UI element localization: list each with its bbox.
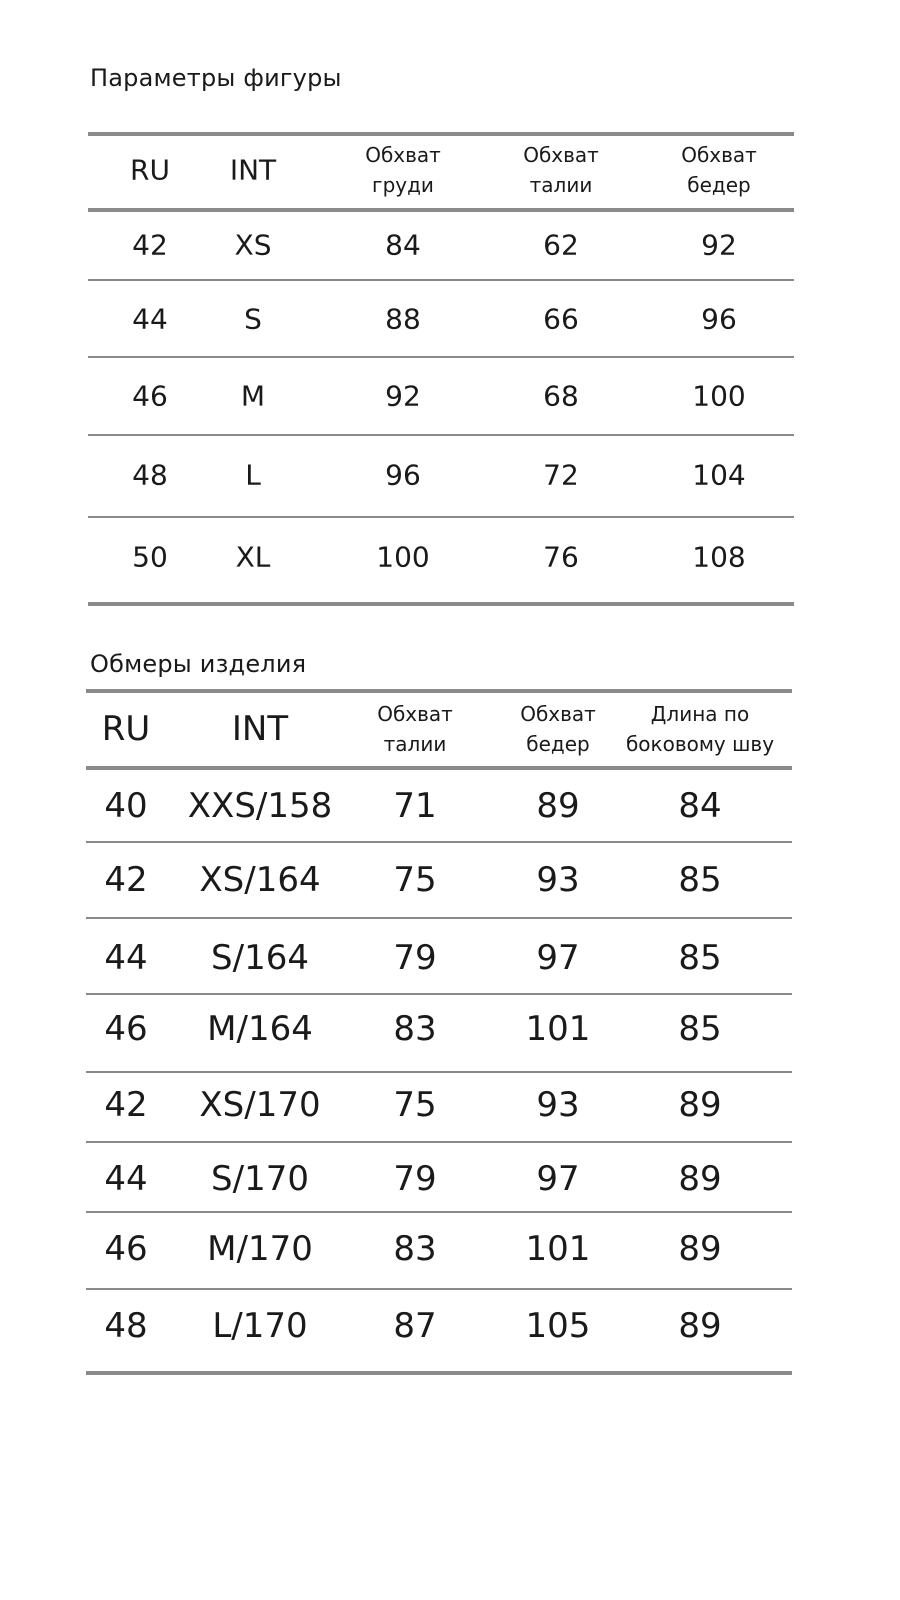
column-header-line: Обхват [681,143,757,167]
column-header-line: RU [130,153,170,187]
table-cell: S/170 [211,1159,309,1199]
table-cell: 96 [385,458,421,492]
table-cell: 100 [692,379,746,413]
row-divider [86,841,792,843]
table-cell: 50 [132,540,168,574]
table-cell: L [245,458,261,492]
table-cell: 62 [543,228,579,262]
row-divider [86,1211,792,1213]
column-header-line: бедер [526,732,590,756]
table-cell: 40 [104,786,148,826]
table-cell: XS [234,228,272,262]
table-cell: 101 [525,1009,591,1049]
table-cell: 100 [376,540,430,574]
column-header-line: Обхват [523,143,599,167]
table-cell: 79 [393,938,437,978]
table-cell: M [240,379,266,413]
table-cell: 71 [393,786,437,826]
table-cell: 97 [536,938,580,978]
table-cell: 83 [393,1009,437,1049]
table-cell: 72 [543,458,579,492]
table-cell: M/164 [207,1009,313,1049]
table-cell: 84 [678,786,722,826]
table-cell: 75 [393,1085,437,1125]
table-cell: 83 [393,1229,437,1269]
table-cell: 108 [692,540,746,574]
garment-measurements-title: Обмеры изделия [90,650,307,678]
table-cell: 46 [104,1009,148,1049]
table-cell: 87 [393,1306,437,1346]
table-cell: 66 [543,302,579,336]
table-cell: L/170 [212,1306,308,1346]
table-cell: 46 [132,379,168,413]
column-header-line: RU [101,709,151,749]
column-header [520,699,596,759]
body-params-title: Параметры фигуры [90,64,342,92]
table-cell: XS/164 [199,860,321,900]
table-cell: S [244,302,262,336]
table-cell: 68 [543,379,579,413]
column-header-line: груди [372,173,434,197]
row-divider [88,434,794,436]
table-cell: 76 [543,540,579,574]
column-header [681,140,757,200]
column-header [232,709,288,749]
column-header-line: Обхват [377,702,453,726]
column-header-line: INT [231,709,289,749]
table-cell: 89 [678,1229,722,1269]
table-cell: 46 [104,1229,148,1269]
row-divider [88,279,794,281]
row-divider [86,1071,792,1073]
table-cell: XL [235,540,271,574]
table-cell: 79 [393,1159,437,1199]
row-divider [86,1288,792,1290]
table-cell: 42 [132,228,168,262]
header-bottom-rule [86,766,792,770]
table-cell: 44 [104,1159,148,1199]
table-bottom-rule [88,602,794,606]
column-header [523,140,599,200]
table-cell: 92 [701,228,737,262]
row-divider [86,993,792,995]
column-header [102,709,151,749]
column-header [365,140,441,200]
table-top-rule [88,132,794,136]
table-cell: 89 [678,1085,722,1125]
table-cell: 88 [385,302,421,336]
table-cell: 96 [701,302,737,336]
table-cell: 42 [104,1085,148,1125]
table-cell: 101 [525,1229,591,1269]
table-cell: 44 [132,302,168,336]
table-cell: XS/170 [199,1085,321,1125]
table-cell: S/164 [211,938,309,978]
table-cell: 89 [678,1159,722,1199]
table-cell: 93 [536,860,580,900]
table-cell: 104 [692,458,746,492]
row-divider [86,1141,792,1143]
table-cell: 105 [525,1306,591,1346]
table-cell: 93 [536,1085,580,1125]
column-header [377,699,453,759]
column-header [230,154,276,187]
table-cell: 97 [536,1159,580,1199]
table-cell: 48 [104,1306,148,1346]
column-header-line: Длина по [650,702,750,726]
column-header-line: INT [229,153,277,187]
table-cell: 85 [678,1009,722,1049]
column-header-line: боковому шву [625,732,775,756]
table-cell: 42 [104,860,148,900]
table-cell: 92 [385,379,421,413]
row-divider [86,917,792,919]
column-header-line: талии [383,732,447,756]
table-cell: 89 [536,786,580,826]
column-header [626,699,774,759]
row-divider [88,356,794,358]
table-cell: 48 [132,458,168,492]
column-header-line: бедер [687,173,751,197]
table-cell: 84 [385,228,421,262]
column-header-line: Обхват [520,702,596,726]
table-cell: 85 [678,938,722,978]
table-cell: 85 [678,860,722,900]
column-header-line: Обхват [365,143,441,167]
table-cell: 44 [104,938,148,978]
column-header-line: талии [529,173,593,197]
row-divider [88,516,794,518]
table-cell: M/170 [207,1229,313,1269]
table-cell: XXS/158 [187,786,333,826]
table-cell: 75 [393,860,437,900]
table-cell: 89 [678,1306,722,1346]
table-bottom-rule [86,1371,792,1375]
table-top-rule [86,689,792,693]
column-header [130,154,170,187]
header-bottom-rule [88,208,794,212]
